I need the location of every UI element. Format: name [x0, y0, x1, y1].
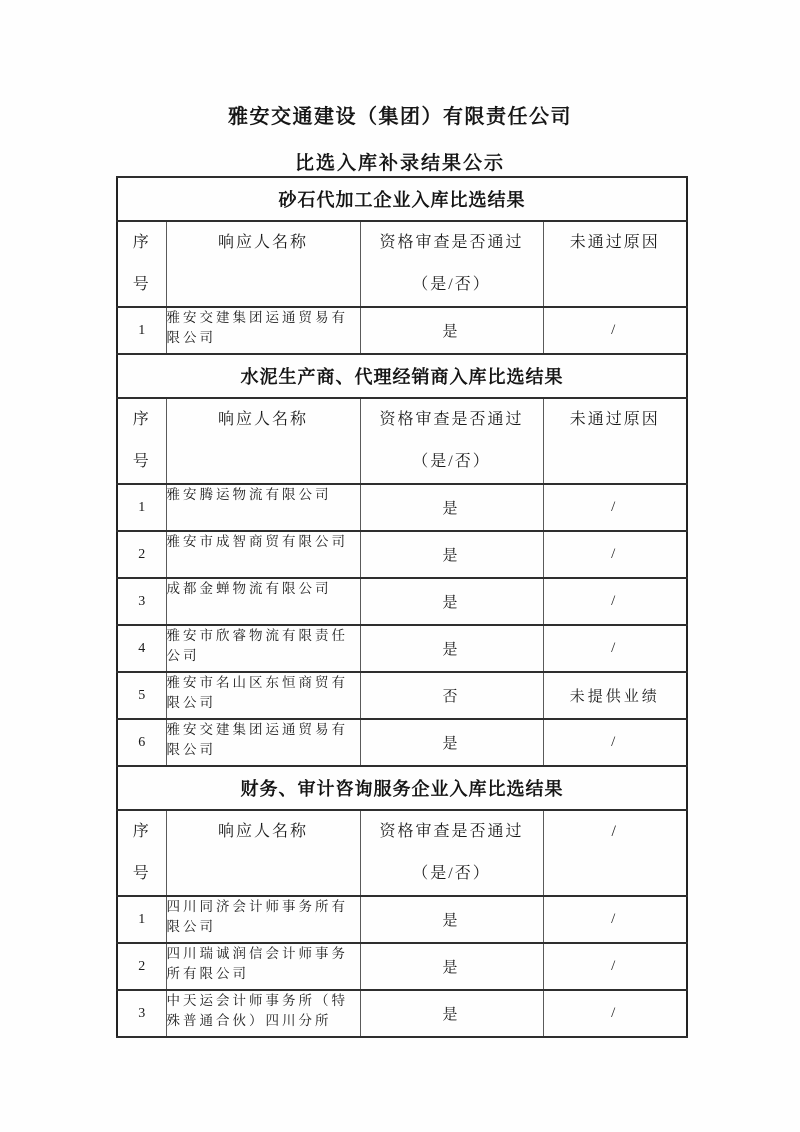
- col-header-qualification: [360, 810, 543, 896]
- table-row: [117, 578, 687, 625]
- cell-name: 雅安交建集团运通贸易有限公司: [166, 307, 360, 354]
- section-row-finance-audit: [117, 766, 687, 810]
- cell-reason: /: [543, 719, 687, 766]
- col-header-name: 响应人名称: [166, 810, 360, 896]
- cell-qualified: 是: [360, 625, 543, 672]
- col-header-qualification-line1: 资格审查是否通过: [379, 411, 524, 428]
- table-row: [117, 625, 687, 672]
- cell-serial: 4: [117, 625, 166, 672]
- col-header-qualification-line2: （是/否）: [412, 453, 491, 470]
- section-title-sandstone: 砂石代加工企业入库比选结果: [117, 177, 687, 221]
- table-row: [117, 307, 687, 354]
- col-header-reason: 未通过原因: [543, 398, 687, 484]
- cell-qualified: 是: [360, 896, 543, 943]
- cell-name: 雅安腾运物流有限公司: [166, 484, 360, 531]
- col-header-reason: 未通过原因: [543, 221, 687, 307]
- col-header-reason: /: [543, 810, 687, 896]
- header-row-finance-audit: [117, 810, 687, 896]
- table-row: [117, 672, 687, 719]
- cell-reason: /: [543, 990, 687, 1037]
- cell-reason: /: [543, 896, 687, 943]
- cell-name: 雅安市成智商贸有限公司: [166, 531, 360, 578]
- col-header-name: 响应人名称: [166, 221, 360, 307]
- cell-name: 雅安市欣睿物流有限责任公司: [166, 625, 360, 672]
- cell-reason: /: [543, 943, 687, 990]
- cell-serial: 1: [117, 896, 166, 943]
- col-header-qualification-line1: 资格审查是否通过: [379, 234, 524, 251]
- cell-qualified: 是: [360, 990, 543, 1037]
- header-row-cement: [117, 398, 687, 484]
- cell-serial: 2: [117, 943, 166, 990]
- col-header-qualification: [360, 398, 543, 484]
- cell-serial: 1: [117, 484, 166, 531]
- cell-name: 中天运会计师事务所（特殊普通合伙）四川分所: [166, 990, 360, 1037]
- col-header-serial-line1: 序: [132, 234, 151, 251]
- col-header-serial-line1: 序: [132, 411, 151, 428]
- col-header-qualification-line1: 资格审查是否通过: [379, 823, 524, 840]
- col-header-serial-line2: 号: [132, 865, 151, 882]
- cell-serial: 6: [117, 719, 166, 766]
- cell-qualified: 是: [360, 719, 543, 766]
- col-header-serial: [117, 810, 166, 896]
- header-row-sandstone: [117, 221, 687, 307]
- table-row: [117, 896, 687, 943]
- cell-qualified: 是: [360, 484, 543, 531]
- cell-reason: /: [543, 531, 687, 578]
- table-row: [117, 531, 687, 578]
- cell-qualified: 是: [360, 578, 543, 625]
- cell-reason: /: [543, 484, 687, 531]
- cell-reason: /: [543, 625, 687, 672]
- col-header-qualification-line2: （是/否）: [412, 276, 491, 293]
- table-row: [117, 943, 687, 990]
- col-header-serial-line2: 号: [132, 276, 151, 293]
- col-header-serial: [117, 398, 166, 484]
- cell-name: 成都金蝉物流有限公司: [166, 578, 360, 625]
- cell-name: 雅安市名山区东恒商贸有限公司: [166, 672, 360, 719]
- cell-serial: 3: [117, 990, 166, 1037]
- table-row: [117, 719, 687, 766]
- cell-name: 四川瑞诚润信会计师事务所有限公司: [166, 943, 360, 990]
- cell-reason: 未提供业绩: [543, 672, 687, 719]
- cell-qualified: 是: [360, 943, 543, 990]
- cell-qualified: 是: [360, 307, 543, 354]
- table-row: [117, 990, 687, 1037]
- page-title: 雅安交通建设（集团）有限责任公司: [228, 106, 572, 128]
- section-row-cement: [117, 354, 687, 398]
- cell-serial: 1: [117, 307, 166, 354]
- cell-reason: /: [543, 578, 687, 625]
- cell-name: 四川同济会计师事务所有限公司: [166, 896, 360, 943]
- cell-reason: /: [543, 307, 687, 354]
- page-subtitle: 比选入库补录结果公示: [294, 153, 505, 174]
- table-row: [117, 484, 687, 531]
- cell-name: 雅安交建集团运通贸易有限公司: [166, 719, 360, 766]
- col-header-serial: [117, 221, 166, 307]
- section-title-cement: 水泥生产商、代理经销商入库比选结果: [117, 354, 687, 398]
- results-table: [116, 176, 688, 1038]
- col-header-serial-line1: 序: [132, 823, 151, 840]
- cell-qualified: 是: [360, 531, 543, 578]
- section-title-finance-audit: 财务、审计咨询服务企业入库比选结果: [117, 766, 687, 810]
- col-header-qualification: [360, 221, 543, 307]
- cell-serial: 5: [117, 672, 166, 719]
- col-header-name: 响应人名称: [166, 398, 360, 484]
- cell-serial: 2: [117, 531, 166, 578]
- section-row-sandstone: [117, 177, 687, 221]
- cell-qualified: 否: [360, 672, 543, 719]
- col-header-serial-line2: 号: [132, 453, 151, 470]
- col-header-qualification-line2: （是/否）: [412, 865, 491, 882]
- cell-serial: 3: [117, 578, 166, 625]
